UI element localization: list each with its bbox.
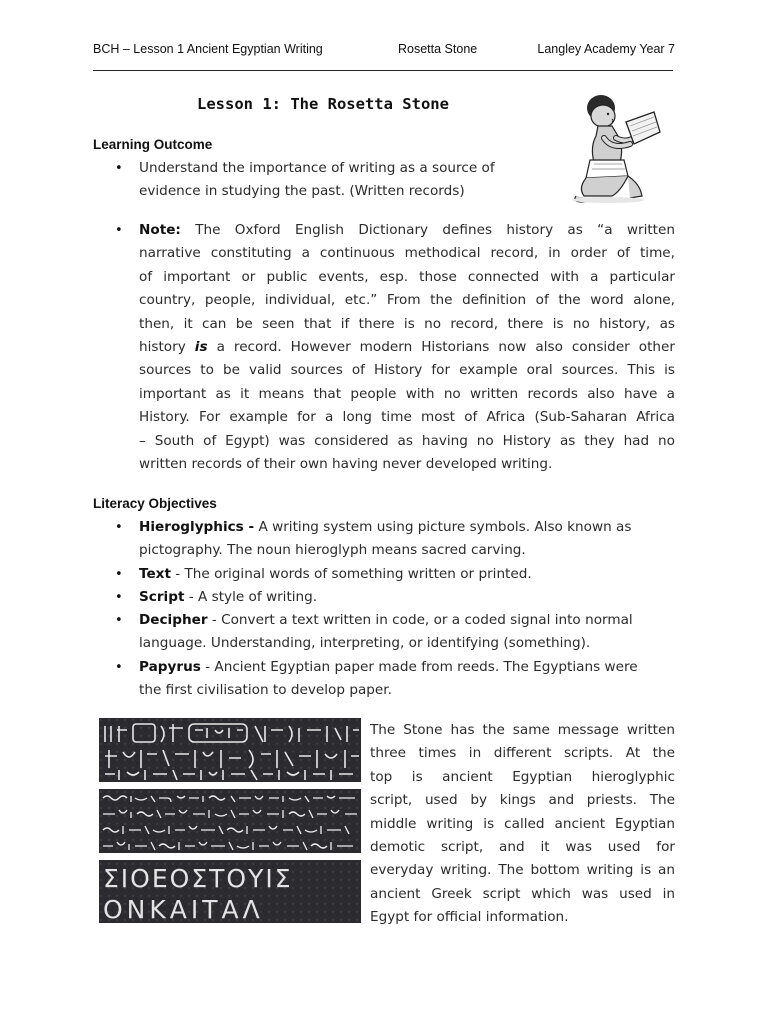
rosetta-stone-image [99,718,361,923]
stone-description-line: middle writing is called ancient Egyptian [370,815,675,832]
literacy-term: Text [139,566,171,582]
scribe-illustration [568,92,668,206]
learning-outcome-heading: Learning Outcome [93,137,213,152]
stone-description [370,719,675,930]
note-line: History. For example for a long time most of Africa (Sub-Saharan Africa [139,409,675,426]
header-topic: Rosetta Stone [398,42,478,56]
literacy-item-text [139,563,532,586]
literacy-item-hieroglyphics [139,516,631,563]
literacy-definition: - Convert a text written in code, or a coded signal into normal [211,612,633,628]
literacy-item-papyrus [139,656,638,703]
literacy-objectives-heading: Literacy Objectives [93,496,217,511]
learning-outcome-line: evidence in studying the past. (Written records) [139,183,465,200]
literacy-definition: the first civilisation to develop paper. [139,682,392,699]
note-text: a record. However modern Historians now also consider other [216,339,675,356]
literacy-term: Papyrus [139,659,201,675]
stone-description-line: demotic script, and it was used for [370,839,675,856]
note-line: – South of Egypt) was considered as having no History as they had no [139,432,675,449]
note-label: Note: [139,222,181,238]
literacy-definition: - The original words of something written or printed. [175,566,532,582]
literacy-definition: language. Understanding, interpreting, or identifying (something). [139,635,591,652]
literacy-definition: A writing system using picture symbols. Also known as [258,519,632,535]
learning-outcome-line: • Understand the importance of writing as a source of [139,160,495,176]
page-header [93,42,673,60]
greek-script-line-2: ΟΝΚΑΙΤΑΛ [103,895,264,923]
note-text: The Oxford English Dictionary defines history as “a written [195,222,675,238]
note-line: then, it can be seen that if there is no record, there is no history, as [139,315,675,332]
stone-description-line: The Stone has the same message written [370,722,675,738]
note-line: sources to be valid sources of History for example oral sources. This is [139,362,675,379]
stone-description-line: everyday writing. The bottom writing is an [370,862,675,879]
note-line: narrative constituting a continuous methodical record, in order of time, [139,245,675,262]
hieroglyphic-band [99,718,361,782]
header-school: Langley Academy Year 7 [537,42,675,56]
note-line: written records of their own having never developed writing. [139,456,553,473]
note-text: history [139,339,186,356]
stone-description-line: three times in different scripts. At the [370,745,675,762]
header-divider [93,70,673,71]
stone-description-line: top is ancient Egyptian hieroglyphic [370,768,675,785]
stone-description-line: Egypt for official information. [370,909,569,926]
demotic-band [99,789,361,853]
literacy-definition: pictography. The noun hieroglyph means sacred carving. [139,542,526,559]
literacy-definition: - A style of writing. [188,589,318,605]
literacy-item-decipher [139,609,633,656]
stone-description-line: ancient Greek script which was used in [370,885,675,902]
note-line [139,219,675,242]
note-line: important as it means that people with no written records also have a [139,385,675,402]
literacy-term: Decipher [139,612,208,628]
stone-description-line: script, used by kings and priests. The [370,792,675,809]
greek-script-line-1: ΣΙΟΕΟΣΤΟΥΙΣ [103,864,293,893]
literacy-term: Script [139,589,185,605]
literacy-term: Hieroglyphics - [139,519,255,535]
note-line: of important or public events, esp. those connected with a particular [139,268,675,285]
note-paragraph [139,219,675,476]
note-emphasis: is [194,339,208,356]
literacy-definition: - Ancient Egyptian paper made from reeds. The Egyptians were [205,659,638,675]
greek-band [99,860,361,923]
header-course-title: BCH – Lesson 1 Ancient Egyptian Writing [93,42,323,56]
note-line: country, people, individual, etc.” From the definition of the word alone, [139,292,675,309]
literacy-item-script [139,586,317,609]
learning-outcome-item [139,157,495,204]
note-line [139,336,675,359]
page-title: Lesson 1: The Rosetta Stone [197,95,449,113]
